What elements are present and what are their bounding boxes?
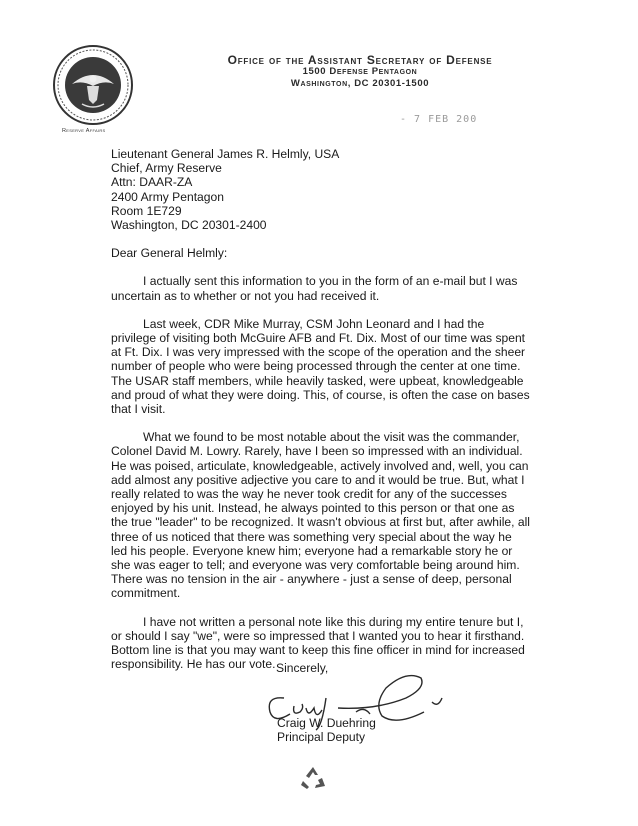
closing: Sincerely, [276,661,329,675]
letterhead [160,54,560,90]
dod-seal-icon [52,44,134,126]
paragraph: I actually sent this information to you in the form of an e-mail but I was uncertain as to whether or not you had received it. [111,274,518,303]
salutation: Dear General Helmly: [111,246,228,261]
office-address: 1500 Defense Pentagon [302,66,418,77]
recipient-line: 2400 Army Pentagon [111,189,224,204]
recycle-icon [298,764,328,792]
recipient-line: Washington, DC 20301-2400 [111,218,267,233]
recipient-line: Lieutenant General James R. Helmly, USA [111,147,340,161]
recipient-address [111,147,531,232]
paragraph: Last week, CDR Mike Murray, CSM John Leonard and I had the privilege of visiting both McGuire AFB and Ft. Dix. Most of our time was spent at Ft. Dix. I was very impressed with the scope of the operation and the sheer number of people who were being processed through the center at one time. The USAR staff members, while heavily tasked, were upbeat, knowledgeable and proud of what they were doing. This, of course, is often the case on bases that I visit. [111,316,530,417]
signer-title: Principal Deputy [277,730,366,745]
recipient-line: Chief, Army Reserve [111,161,222,176]
recipient-line: Attn: DAAR-ZA [111,175,193,190]
paragraph: I have not written a personal note like this during my entire tenure but I, or should I say "we", were so impressed that I wanted you to hear it firsthand. Bottom line is that you may want to keep this fine officer in mind for increased responsibility. He has our vote. [111,614,525,672]
recipient-line: Room 1E729 [111,203,182,218]
paragraph: What we found to be most notable about the visit was the commander, Colonel David M. Lowry. Rarely, have I been so impressed with an individual. He was poised, articulate, knowledgeable, actively involved and, well, you can add almost any positive adjective you care to and it would be true. But, what I really related to was the way he never took credit for any of the successes enjoyed by his unit. Instead, he always pointed to this person or that one as the true "leader" to be recognized. It wasn't obvious at first but, after awhile, all three of us noticed that there was something very special about the way he led his people. Everyone knew him; everyone had a remarkable story he or she was eager to tell; and everyone was very comfortable being around him. There was no tension in the air - anywhere - just a sense of deep, personal commitment. [111,430,530,601]
signer-block [277,716,376,744]
office-name: Office of the Assistant Secretary of Defense [227,53,493,67]
letter-body [111,147,531,672]
office-city: Washington, DC 20301-1500 [290,78,430,89]
signer-name: Craig W. Duehring [277,716,376,730]
date-stamp: - 7 FEB 200 [400,114,478,125]
sub-office-label: Reserve Affairs [62,128,106,134]
